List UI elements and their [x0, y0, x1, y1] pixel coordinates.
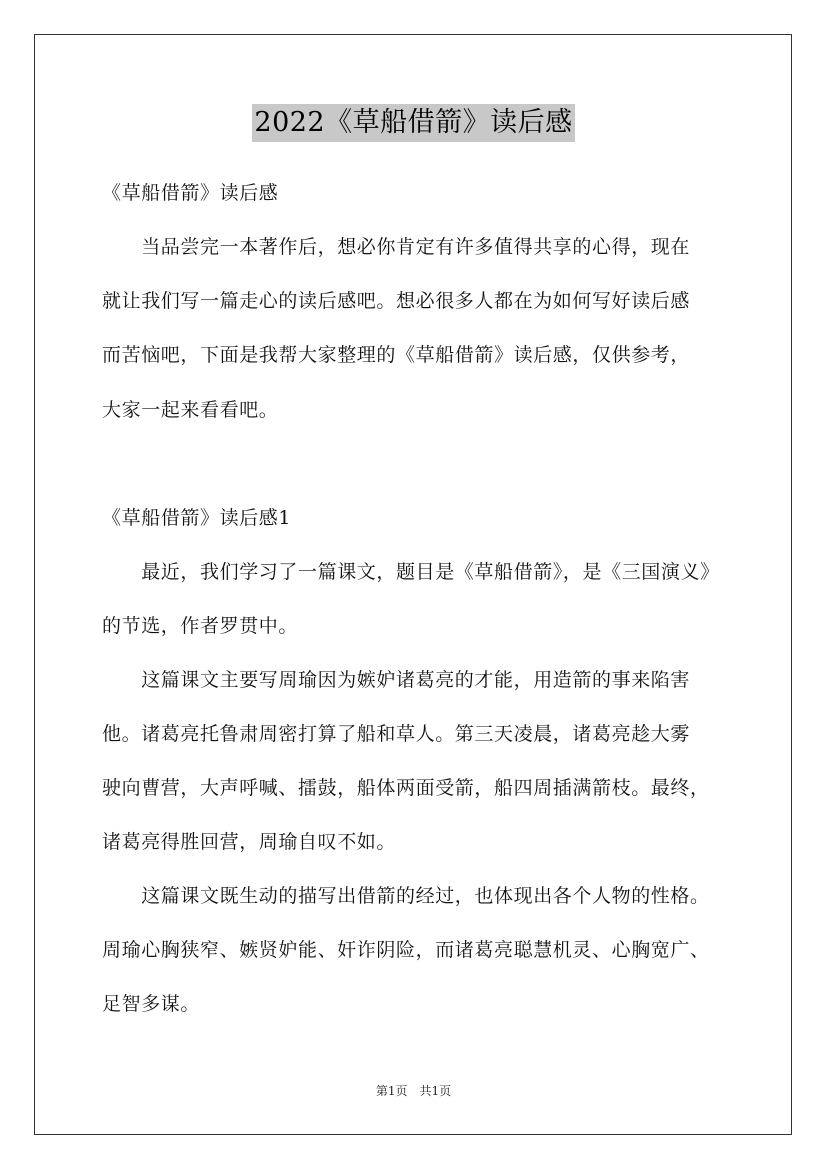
- body-paragraph-1-line-1: 最近，我们学习了一篇课文，题目是《草船借箭》，是《三国演义》: [102, 561, 720, 583]
- body-paragraph-3-line-2: 周瑜心胸狭窄、嫉贤妒能、奸诈阴险，而诸葛亮聪慧机灵、心胸宽广、: [102, 939, 710, 961]
- body-paragraph-2-line-4: 诸葛亮得胜回营，周瑜自叹不如。: [102, 831, 397, 853]
- page-footer: 第1页 共1页: [375, 1084, 452, 1098]
- intro-paragraph-line-3: 而苦恼吧，下面是我帮大家整理的《草船借箭》读后感，仅供参考，: [102, 344, 691, 366]
- document-title: 2022《草船借箭》读后感: [252, 104, 574, 142]
- title-container: [0, 104, 827, 142]
- body-paragraph-3-line-1: 这篇课文既生动的描写出借箭的经过，也体现出各个人物的性格。: [102, 885, 710, 907]
- body-paragraph-3-line-3: 足智多谋。: [102, 993, 201, 1015]
- intro-paragraph-line-1: 当品尝完一本著作后，想必你肯定有许多值得共享的心得，现在: [102, 236, 691, 258]
- body-paragraph-2-line-3: 驶向曹营，大声呼喊、擂鼓，船体两面受箭，船四周插满箭枝。最终，: [102, 777, 710, 799]
- section-heading-1: 《草船借箭》读后感1: [102, 507, 292, 529]
- body-paragraph-2-line-2: 他。诸葛亮托鲁肃周密打算了船和草人。第三天凌晨，诸葛亮趁大雾: [102, 723, 691, 745]
- intro-paragraph-line-4: 大家一起来看看吧。: [102, 399, 279, 421]
- intro-heading: 《草船借箭》读后感: [102, 182, 279, 204]
- body-paragraph-1-line-2: 的节选，作者罗贯中。: [102, 615, 299, 637]
- intro-paragraph-line-2: 就让我们写一篇走心的读后感吧。想必很多人都在为如何写好读后感: [102, 290, 691, 312]
- body-paragraph-2-line-1: 这篇课文主要写周瑜因为嫉妒诸葛亮的才能，用造箭的事来陷害: [102, 669, 691, 691]
